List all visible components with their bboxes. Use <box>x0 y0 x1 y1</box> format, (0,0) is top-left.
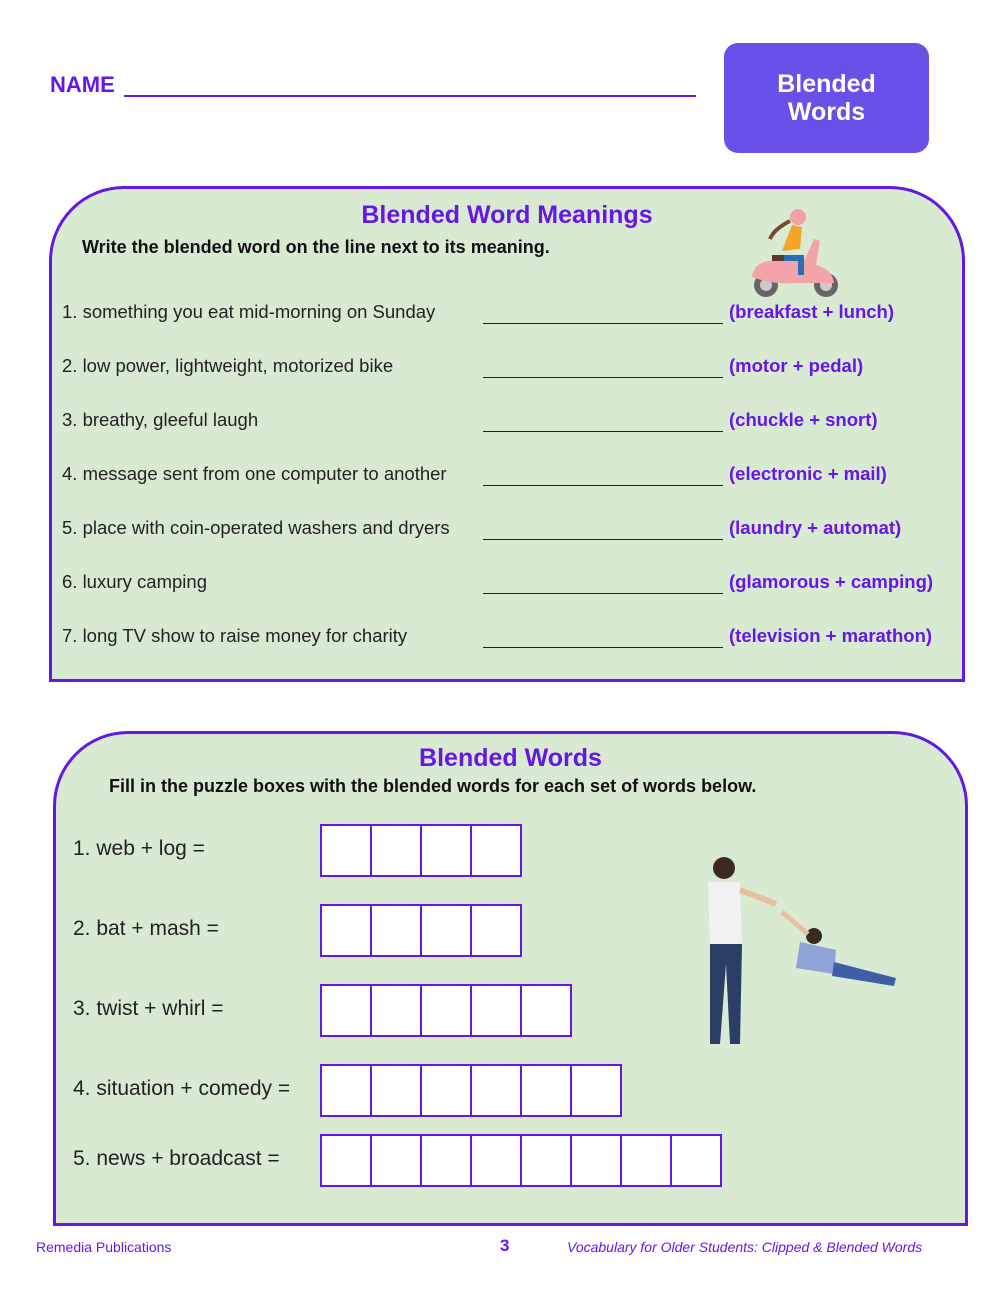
title-badge <box>724 43 929 153</box>
meaning-text: 7. long TV show to raise money for charity <box>62 625 408 646</box>
answer-line[interactable] <box>483 539 723 540</box>
letter-box[interactable] <box>370 1066 420 1115</box>
meaning-text: 6. luxury camping <box>62 571 207 592</box>
answer-line[interactable] <box>483 647 723 648</box>
meaning-row <box>52 517 962 547</box>
letter-box[interactable] <box>322 986 370 1035</box>
hint-text: (breakfast + lunch) <box>729 301 895 322</box>
answer-line[interactable] <box>483 593 723 594</box>
letter-box[interactable] <box>420 826 470 875</box>
puzzle-label: 4. situation + comedy = <box>73 1077 291 1100</box>
answer-line[interactable] <box>483 431 723 432</box>
puzzle-label: 2. bat + mash = <box>73 917 219 940</box>
puzzle-panel <box>53 731 968 1226</box>
letter-box[interactable] <box>420 906 470 955</box>
puzzle-label: 3. twist + whirl = <box>73 997 224 1020</box>
scooter-rider-image <box>734 199 844 299</box>
letter-box[interactable] <box>370 906 420 955</box>
badge-line1: Blended <box>777 70 876 98</box>
letter-box[interactable] <box>420 986 470 1035</box>
letter-box[interactable] <box>322 1136 370 1185</box>
footer-page-number: 3 <box>500 1236 510 1255</box>
letter-box[interactable] <box>520 1136 570 1185</box>
puzzle-row <box>56 824 965 878</box>
letter-box[interactable] <box>470 906 520 955</box>
footer-publisher: Remedia Publications <box>36 1239 172 1255</box>
letter-box[interactable] <box>670 1136 720 1185</box>
puzzle-row <box>56 1134 965 1188</box>
letter-box[interactable] <box>370 826 420 875</box>
letter-box[interactable] <box>370 1136 420 1185</box>
puzzle-boxes <box>320 984 572 1037</box>
section-title: Blended Word Meanings <box>361 201 653 229</box>
hint-text: (electronic + mail) <box>729 463 887 484</box>
meaning-row <box>52 571 962 601</box>
puzzle-row <box>56 984 965 1038</box>
meaning-row <box>52 463 962 493</box>
name-label: NAME <box>50 72 115 97</box>
letter-box[interactable] <box>570 1136 620 1185</box>
letter-box[interactable] <box>370 986 420 1035</box>
letter-box[interactable] <box>570 1066 620 1115</box>
name-line[interactable] <box>124 95 696 97</box>
puzzle-boxes <box>320 824 522 877</box>
meaning-text: 2. low power, lightweight, motorized bike <box>62 355 394 376</box>
letter-box[interactable] <box>470 826 520 875</box>
letter-box[interactable] <box>520 986 570 1035</box>
hint-text: (television + marathon) <box>729 625 933 646</box>
meaning-text: 1. something you eat mid-morning on Sunday <box>62 301 436 322</box>
section-instruction: Write the blended word on the line next to its meaning. <box>82 237 550 257</box>
answer-line[interactable] <box>483 323 723 324</box>
answer-line[interactable] <box>483 485 723 486</box>
meaning-row <box>52 301 962 331</box>
letter-box[interactable] <box>470 1136 520 1185</box>
hint-text: (chuckle + snort) <box>729 409 878 430</box>
meaning-text: 3. breathy, gleeful laugh <box>62 409 259 430</box>
hint-text: (motor + pedal) <box>729 355 864 376</box>
meanings-panel <box>49 186 965 682</box>
letter-box[interactable] <box>322 1066 370 1115</box>
letter-box[interactable] <box>322 826 370 875</box>
meaning-row <box>52 355 962 385</box>
letter-box[interactable] <box>620 1136 670 1185</box>
puzzle-boxes <box>320 1134 722 1187</box>
puzzle-boxes <box>320 1064 622 1117</box>
letter-box[interactable] <box>470 986 520 1035</box>
meaning-text: 5. place with coin-operated washers and dryers <box>62 517 450 538</box>
meaning-text: 4. message sent from one computer to another <box>62 463 447 484</box>
letter-box[interactable] <box>470 1066 520 1115</box>
hint-text: (glamorous + camping) <box>729 571 934 592</box>
hint-text: (laundry + automat) <box>729 517 902 538</box>
puzzle-row <box>56 904 965 958</box>
meaning-row <box>52 625 962 655</box>
section-title: Blended Words <box>419 744 602 772</box>
letter-box[interactable] <box>520 1066 570 1115</box>
answer-line[interactable] <box>483 377 723 378</box>
letter-box[interactable] <box>322 906 370 955</box>
letter-box[interactable] <box>420 1066 470 1115</box>
section-instruction: Fill in the puzzle boxes with the blended words for each set of words below. <box>109 776 757 796</box>
meaning-row <box>52 409 962 439</box>
puzzle-label: 5. news + broadcast = <box>73 1147 280 1170</box>
puzzle-label: 1. web + log = <box>73 837 205 860</box>
puzzle-row <box>56 1064 965 1118</box>
footer-book-title: Vocabulary for Older Students: Clipped & Blended Words <box>567 1239 923 1255</box>
badge-line2: Words <box>787 98 866 126</box>
letter-box[interactable] <box>420 1136 470 1185</box>
puzzle-boxes <box>320 904 522 957</box>
